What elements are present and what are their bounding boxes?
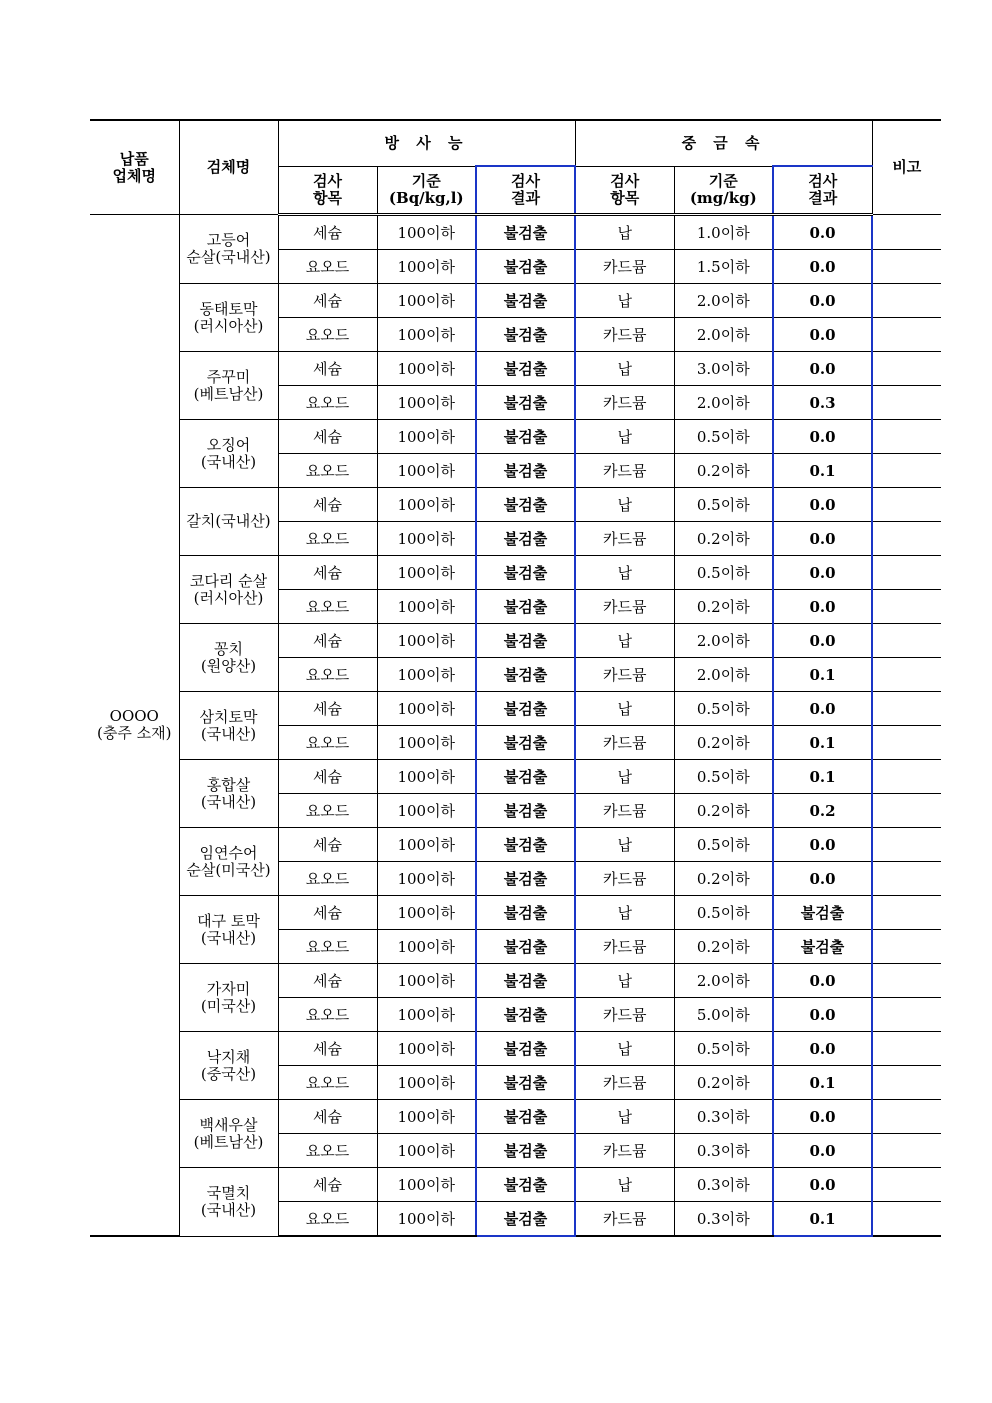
rad-result: 불검출	[476, 215, 575, 250]
metal-item: 카드뮴	[575, 862, 674, 896]
rad-standard: 100이하	[377, 760, 476, 794]
metal-result: 0.0	[773, 352, 872, 386]
sample-name: 국멸치 (국내산)	[179, 1168, 278, 1237]
metal-result: 0.0	[773, 556, 872, 590]
header-remarks: 비고	[872, 120, 941, 215]
rad-standard: 100이하	[377, 284, 476, 318]
table-row	[90, 692, 941, 726]
remarks-cell	[872, 522, 941, 556]
metal-standard: 0.3이하	[674, 1202, 773, 1237]
rad-standard: 100이하	[377, 692, 476, 726]
header-met-result: 검사 결과	[773, 166, 872, 215]
metal-item: 납	[575, 420, 674, 454]
sample-name: 동태토막 (러시아산)	[179, 284, 278, 352]
table-row	[90, 828, 941, 862]
metal-result: 0.0	[773, 590, 872, 624]
sample-name: 갈치(국내산)	[179, 488, 278, 556]
header-radioactivity: 방 사 능	[278, 120, 575, 166]
remarks-cell	[872, 1168, 941, 1202]
metal-item: 카드뮴	[575, 590, 674, 624]
metal-standard: 0.2이하	[674, 454, 773, 488]
metal-result: 0.1	[773, 726, 872, 760]
rad-item: 세슘	[278, 215, 377, 250]
sample-name: 홍합살 (국내산)	[179, 760, 278, 828]
rad-result: 불검출	[476, 1032, 575, 1066]
rad-item: 세슘	[278, 760, 377, 794]
table-row	[90, 1168, 941, 1202]
rad-item: 요오드	[278, 726, 377, 760]
inspection-results-sheet	[90, 119, 941, 1237]
rad-item: 세슘	[278, 692, 377, 726]
rad-item: 세슘	[278, 556, 377, 590]
metal-standard: 0.2이하	[674, 1066, 773, 1100]
metal-item: 납	[575, 896, 674, 930]
metal-item: 납	[575, 488, 674, 522]
rad-result: 불검출	[476, 794, 575, 828]
metal-item: 납	[575, 760, 674, 794]
metal-result: 불검출	[773, 896, 872, 930]
metal-item: 납	[575, 556, 674, 590]
metal-result: 0.1	[773, 760, 872, 794]
remarks-cell	[872, 692, 941, 726]
table-row	[90, 420, 941, 454]
remarks-cell	[872, 284, 941, 318]
metal-standard: 0.2이하	[674, 930, 773, 964]
rad-standard: 100이하	[377, 250, 476, 284]
rad-result: 불검출	[476, 896, 575, 930]
metal-standard: 0.3이하	[674, 1168, 773, 1202]
sample-name: 가자미 (미국산)	[179, 964, 278, 1032]
metal-item: 납	[575, 624, 674, 658]
metal-result: 0.0	[773, 488, 872, 522]
metal-item: 납	[575, 692, 674, 726]
header-company: 납품 업체명	[90, 120, 179, 215]
remarks-cell	[872, 215, 941, 250]
rad-item: 요오드	[278, 250, 377, 284]
rad-item: 세슘	[278, 284, 377, 318]
metal-item: 납	[575, 1032, 674, 1066]
rad-item: 요오드	[278, 862, 377, 896]
header-sample: 검체명	[179, 120, 278, 215]
remarks-cell	[872, 352, 941, 386]
rad-standard: 100이하	[377, 896, 476, 930]
metal-standard: 0.5이하	[674, 828, 773, 862]
metal-result: 0.0	[773, 420, 872, 454]
metal-standard: 0.2이하	[674, 590, 773, 624]
rad-result: 불검출	[476, 828, 575, 862]
remarks-cell	[872, 998, 941, 1032]
remarks-cell	[872, 624, 941, 658]
metal-standard: 1.0이하	[674, 215, 773, 250]
metal-item: 납	[575, 215, 674, 250]
remarks-cell	[872, 896, 941, 930]
rad-standard: 100이하	[377, 454, 476, 488]
rad-result: 불검출	[476, 556, 575, 590]
metal-item: 납	[575, 828, 674, 862]
rad-result: 불검출	[476, 1168, 575, 1202]
rad-item: 요오드	[278, 930, 377, 964]
metal-standard: 0.5이하	[674, 556, 773, 590]
metal-standard: 3.0이하	[674, 352, 773, 386]
metal-result: 0.0	[773, 215, 872, 250]
metal-standard: 0.2이하	[674, 794, 773, 828]
rad-standard: 100이하	[377, 420, 476, 454]
rad-result: 불검출	[476, 590, 575, 624]
rad-result: 불검출	[476, 1202, 575, 1237]
rad-standard: 100이하	[377, 215, 476, 250]
sample-name: 백새우살 (베트남산)	[179, 1100, 278, 1168]
rad-item: 요오드	[278, 1066, 377, 1100]
rad-result: 불검출	[476, 1134, 575, 1168]
rad-result: 불검출	[476, 420, 575, 454]
rad-standard: 100이하	[377, 828, 476, 862]
sample-name: 삼치토막 (국내산)	[179, 692, 278, 760]
metal-standard: 2.0이하	[674, 318, 773, 352]
rad-item: 세슘	[278, 352, 377, 386]
metal-standard: 2.0이하	[674, 964, 773, 998]
header-met-std: 기준 (mg/kg)	[674, 166, 773, 215]
rad-standard: 100이하	[377, 488, 476, 522]
table-row	[90, 556, 941, 590]
rad-standard: 100이하	[377, 1134, 476, 1168]
rad-item: 요오드	[278, 1134, 377, 1168]
rad-standard: 100이하	[377, 1202, 476, 1237]
table-body	[90, 215, 941, 1237]
metal-item: 납	[575, 284, 674, 318]
rad-result: 불검출	[476, 964, 575, 998]
rad-result: 불검출	[476, 522, 575, 556]
rad-standard: 100이하	[377, 794, 476, 828]
remarks-cell	[872, 488, 941, 522]
rad-item: 세슘	[278, 896, 377, 930]
remarks-cell	[872, 760, 941, 794]
rad-result: 불검출	[476, 658, 575, 692]
remarks-cell	[872, 1066, 941, 1100]
metal-result: 0.1	[773, 658, 872, 692]
rad-item: 세슘	[278, 624, 377, 658]
remarks-cell	[872, 1202, 941, 1237]
metal-result: 0.0	[773, 250, 872, 284]
metal-item: 카드뮴	[575, 1134, 674, 1168]
metal-result: 0.1	[773, 1066, 872, 1100]
metal-result: 0.2	[773, 794, 872, 828]
metal-standard: 0.2이하	[674, 726, 773, 760]
rad-item: 요오드	[278, 318, 377, 352]
table-row	[90, 1100, 941, 1134]
rad-standard: 100이하	[377, 1066, 476, 1100]
table-row	[90, 284, 941, 318]
metal-result: 0.0	[773, 1032, 872, 1066]
header-heavy-metal: 중 금 속	[575, 120, 872, 166]
company-name: OOOO (충주 소재)	[90, 215, 179, 1237]
rad-item: 요오드	[278, 794, 377, 828]
metal-standard: 0.3이하	[674, 1100, 773, 1134]
rad-standard: 100이하	[377, 998, 476, 1032]
metal-item: 카드뮴	[575, 386, 674, 420]
rad-item: 요오드	[278, 658, 377, 692]
remarks-cell	[872, 726, 941, 760]
metal-item: 카드뮴	[575, 794, 674, 828]
remarks-cell	[872, 1134, 941, 1168]
metal-standard: 0.2이하	[674, 522, 773, 556]
remarks-cell	[872, 828, 941, 862]
table-row	[90, 896, 941, 930]
metal-standard: 0.5이하	[674, 896, 773, 930]
rad-result: 불검출	[476, 1066, 575, 1100]
remarks-cell	[872, 556, 941, 590]
metal-result: 0.0	[773, 828, 872, 862]
remarks-cell	[872, 658, 941, 692]
metal-standard: 2.0이하	[674, 624, 773, 658]
remarks-cell	[872, 318, 941, 352]
rad-item: 세슘	[278, 828, 377, 862]
rad-item: 요오드	[278, 590, 377, 624]
rad-standard: 100이하	[377, 964, 476, 998]
metal-result: 0.0	[773, 522, 872, 556]
remarks-cell	[872, 454, 941, 488]
metal-standard: 1.5이하	[674, 250, 773, 284]
metal-standard: 0.5이하	[674, 760, 773, 794]
rad-standard: 100이하	[377, 930, 476, 964]
sample-name: 주꾸미 (베트남산)	[179, 352, 278, 420]
rad-item: 세슘	[278, 488, 377, 522]
metal-result: 0.0	[773, 964, 872, 998]
metal-result: 0.0	[773, 1134, 872, 1168]
metal-result: 0.0	[773, 318, 872, 352]
metal-standard: 0.3이하	[674, 1134, 773, 1168]
rad-item: 요오드	[278, 1202, 377, 1237]
remarks-cell	[872, 964, 941, 998]
rad-standard: 100이하	[377, 386, 476, 420]
metal-standard: 5.0이하	[674, 998, 773, 1032]
rad-result: 불검출	[476, 250, 575, 284]
header-rad-std: 기준 (Bq/kg,l)	[377, 166, 476, 215]
metal-item: 카드뮴	[575, 930, 674, 964]
metal-result: 0.1	[773, 1202, 872, 1237]
rad-result: 불검출	[476, 386, 575, 420]
metal-item: 카드뮴	[575, 1066, 674, 1100]
header-rad-item: 검사 항목	[278, 166, 377, 215]
metal-result: 0.0	[773, 998, 872, 1032]
rad-result: 불검출	[476, 284, 575, 318]
rad-standard: 100이하	[377, 726, 476, 760]
rad-standard: 100이하	[377, 318, 476, 352]
table-row	[90, 1032, 941, 1066]
sample-name: 대구 토막 (국내산)	[179, 896, 278, 964]
table-row	[90, 760, 941, 794]
rad-result: 불검출	[476, 760, 575, 794]
metal-result: 0.3	[773, 386, 872, 420]
rad-standard: 100이하	[377, 862, 476, 896]
rad-result: 불검출	[476, 862, 575, 896]
rad-result: 불검출	[476, 352, 575, 386]
metal-result: 0.0	[773, 692, 872, 726]
sample-name: 오징어 (국내산)	[179, 420, 278, 488]
sample-name: 고등어 순살(국내산)	[179, 215, 278, 284]
metal-standard: 2.0이하	[674, 386, 773, 420]
metal-item: 카드뮴	[575, 454, 674, 488]
metal-item: 카드뮴	[575, 998, 674, 1032]
remarks-cell	[872, 1100, 941, 1134]
rad-result: 불검출	[476, 998, 575, 1032]
table-row	[90, 215, 941, 250]
rad-item: 세슘	[278, 964, 377, 998]
rad-item: 요오드	[278, 522, 377, 556]
metal-item: 납	[575, 964, 674, 998]
rad-result: 불검출	[476, 318, 575, 352]
table-row	[90, 488, 941, 522]
remarks-cell	[872, 590, 941, 624]
rad-standard: 100이하	[377, 522, 476, 556]
table-row	[90, 352, 941, 386]
rad-result: 불검출	[476, 726, 575, 760]
metal-standard: 0.2이하	[674, 862, 773, 896]
rad-item: 요오드	[278, 454, 377, 488]
metal-item: 카드뮴	[575, 522, 674, 556]
metal-standard: 0.5이하	[674, 420, 773, 454]
metal-standard: 2.0이하	[674, 284, 773, 318]
metal-item: 카드뮴	[575, 250, 674, 284]
metal-item: 카드뮴	[575, 1202, 674, 1237]
metal-standard: 0.5이하	[674, 488, 773, 522]
metal-result: 0.0	[773, 1100, 872, 1134]
rad-standard: 100이하	[377, 590, 476, 624]
remarks-cell	[872, 386, 941, 420]
table-header	[90, 120, 941, 215]
metal-item: 납	[575, 352, 674, 386]
remarks-cell	[872, 1032, 941, 1066]
metal-item: 납	[575, 1100, 674, 1134]
header-rad-result: 검사 결과	[476, 166, 575, 215]
metal-result: 0.0	[773, 1168, 872, 1202]
rad-result: 불검출	[476, 454, 575, 488]
sample-name: 낙지채 (중국산)	[179, 1032, 278, 1100]
rad-item: 요오드	[278, 998, 377, 1032]
metal-item: 카드뮴	[575, 658, 674, 692]
metal-standard: 0.5이하	[674, 692, 773, 726]
inspection-results-table	[90, 119, 941, 1237]
table-row	[90, 964, 941, 998]
metal-result: 0.0	[773, 862, 872, 896]
metal-result: 불검출	[773, 930, 872, 964]
rad-standard: 100이하	[377, 658, 476, 692]
rad-item: 세슘	[278, 1100, 377, 1134]
rad-standard: 100이하	[377, 624, 476, 658]
metal-standard: 0.5이하	[674, 1032, 773, 1066]
remarks-cell	[872, 250, 941, 284]
sample-name: 임연수어 순살(미국산)	[179, 828, 278, 896]
remarks-cell	[872, 420, 941, 454]
rad-result: 불검출	[476, 1100, 575, 1134]
metal-item: 카드뮴	[575, 318, 674, 352]
rad-item: 요오드	[278, 386, 377, 420]
metal-standard: 2.0이하	[674, 658, 773, 692]
rad-standard: 100이하	[377, 1100, 476, 1134]
header-met-item: 검사 항목	[575, 166, 674, 215]
rad-result: 불검출	[476, 624, 575, 658]
sample-name: 꽁치 (원양산)	[179, 624, 278, 692]
rad-item: 세슘	[278, 1032, 377, 1066]
rad-standard: 100이하	[377, 352, 476, 386]
metal-result: 0.1	[773, 454, 872, 488]
rad-result: 불검출	[476, 488, 575, 522]
rad-standard: 100이하	[377, 1032, 476, 1066]
rad-standard: 100이하	[377, 1168, 476, 1202]
metal-item: 카드뮴	[575, 726, 674, 760]
rad-item: 세슘	[278, 420, 377, 454]
rad-standard: 100이하	[377, 556, 476, 590]
remarks-cell	[872, 794, 941, 828]
rad-result: 불검출	[476, 692, 575, 726]
rad-item: 세슘	[278, 1168, 377, 1202]
remarks-cell	[872, 930, 941, 964]
metal-result: 0.0	[773, 284, 872, 318]
metal-result: 0.0	[773, 624, 872, 658]
table-row	[90, 624, 941, 658]
sample-name: 코다리 순살 (러시아산)	[179, 556, 278, 624]
rad-result: 불검출	[476, 930, 575, 964]
metal-item: 납	[575, 1168, 674, 1202]
remarks-cell	[872, 862, 941, 896]
